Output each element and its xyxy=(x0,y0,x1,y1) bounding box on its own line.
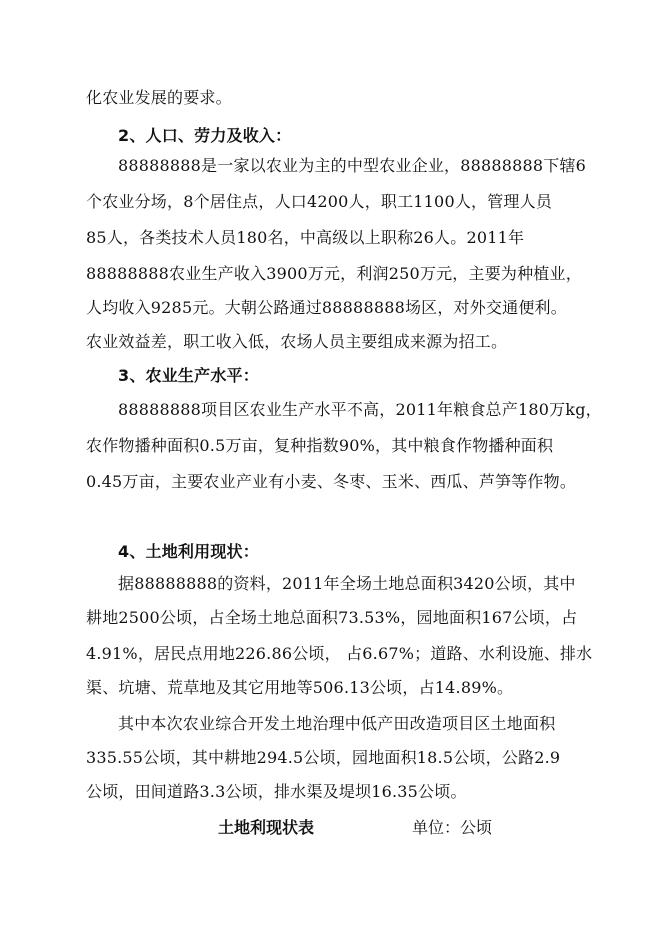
paragraph-line: 公顷，田间道路3.3公顷，排水渠及堤坝16.35公顷。 xyxy=(86,782,467,801)
paragraph-line: 农业效益差，职工收入低，农场人员主要组成来源为招工。 xyxy=(86,332,508,351)
paragraph-line: 其中本次农业综合开发土地治理中低产田改造项目区土地面积 xyxy=(118,714,556,733)
paragraph-line: 农作物播种面积0.5万亩，复种指数90%，其中粮食作物播种面积 xyxy=(86,436,554,455)
section-heading-land-use: 4、土地利用现状： xyxy=(118,542,259,561)
paragraph-line: 耕地2500公顷，占全场土地总面积73.53%，园地面积167公顷，占 xyxy=(86,608,578,627)
section-heading-population: 2、人口、劳力及收入： xyxy=(118,126,292,145)
paragraph-line: 85人，各类技术人员180名，中高级以上职称26人。2011年 xyxy=(86,228,525,247)
paragraph-line: 据88888888的资料，2011年全场土地总面积3420公顷，其中 xyxy=(118,574,576,593)
paragraph-line: 人均收入9285元。大朝公路通过88888888场区，对外交通便利。 xyxy=(86,298,567,317)
section-heading-production: 3、农业生产水平： xyxy=(118,366,259,385)
paragraph-line: 0.45万亩，主要农业产业有小麦、冬枣、玉米、西瓜、芦笋等作物。 xyxy=(86,472,577,491)
paragraph-line: 88888888是一家以农业为主的中型农业企业，88888888下辖6 xyxy=(118,156,587,175)
paragraph-line: 渠、坑塘、荒草地及其它用地等506.13公顷，占14.89%。 xyxy=(86,678,514,697)
paragraph-line: 4.91%，居民点用地226.86公顷， 占6.67%；道路、水利设施、排水 xyxy=(86,644,593,663)
table-caption-unit: 单位：公顷 xyxy=(412,818,493,837)
paragraph-line: 335.55公顷，其中耕地294.5公顷，园地面积18.5公顷，公路2.9 xyxy=(86,748,561,767)
paragraph-line: 88888888农业生产收入3900万元，利润250万元，主要为种植业， xyxy=(86,264,582,283)
table-caption-title: 土地利现状表 xyxy=(218,818,315,837)
paragraph-line: 88888888项目区农业生产水平不高，2011年粮食总产180万kg， xyxy=(118,400,602,419)
paragraph-line: 个农业分场，8个居住点，人口4200人，职工1100人，管理人员 xyxy=(86,192,553,211)
paragraph-line: 化农业发展的要求。 xyxy=(86,88,232,107)
